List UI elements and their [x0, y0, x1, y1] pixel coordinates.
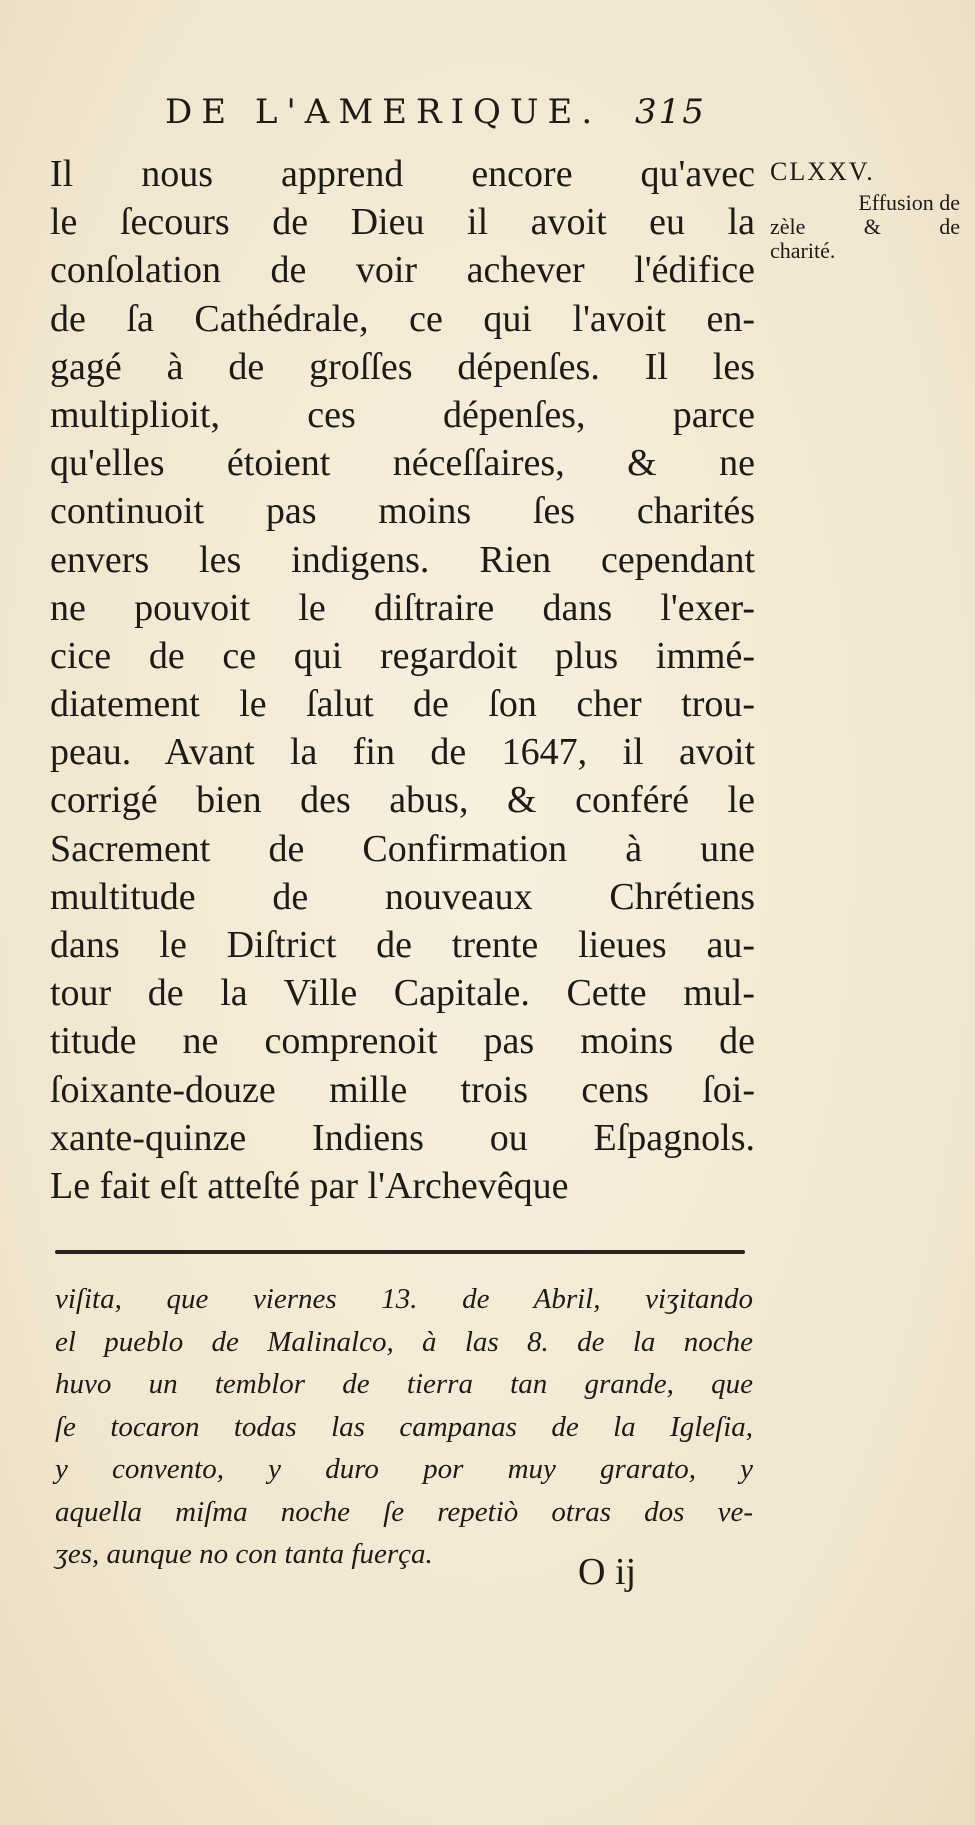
- margin-note: [770, 157, 970, 263]
- text-line: Le fait eſt atteſté par l'Archevêque: [50, 1164, 569, 1207]
- margin-note-line: Effusion de: [858, 190, 960, 215]
- footnote-line: el pueblo de Malinalco, à las 8. de la noche: [55, 1325, 753, 1358]
- footnote-line: ſe tocaron todas las campanas de la Igleſia,: [55, 1410, 753, 1443]
- footnote-line: huvo un temblor de tierra tan grande, que: [55, 1368, 753, 1400]
- text-line: continuoit pas moins ſes charités: [50, 490, 755, 533]
- text-line: conſolation de voir achever l'édifice: [50, 249, 755, 292]
- footnote-line: ʒes, aunque no con tanta fuerça.: [55, 1538, 433, 1570]
- text-line: dans le Diſtrict de trente lieues au-: [50, 924, 755, 966]
- margin-note-line: zèle & de: [770, 214, 960, 239]
- footnote: [55, 1278, 753, 1576]
- text-line: envers les indigens. Rien cependant: [50, 538, 755, 581]
- footnote-rule: [55, 1250, 745, 1254]
- text-line: Il nous apprend encore qu'avec: [50, 153, 755, 195]
- footnote-line: y convento, y duro por muy grarato, y: [55, 1453, 753, 1485]
- text-line: titude ne comprenoit pas moins de: [50, 1020, 755, 1063]
- text-line: gagé à de groſſes dépenſes. Il les: [50, 345, 755, 388]
- text-line: cice de ce qui regardoit plus immé-: [50, 634, 755, 677]
- footnote-line: aquella miſma noche ſe repetiò otras dos ve-: [55, 1495, 753, 1528]
- text-line: ſoixante-douze mille trois cens ſoi-: [50, 1068, 755, 1111]
- signature-mark: O ij: [578, 1551, 637, 1593]
- body-text: [50, 150, 755, 1210]
- margin-note-number: CLXXV.: [770, 157, 875, 186]
- text-line: Sacrement de Confirmation à une: [50, 827, 755, 870]
- text-line: de ſa Cathédrale, ce qui l'avoit en-: [50, 297, 755, 340]
- text-line: multiplioit, ces dépenſes, parce: [50, 393, 755, 436]
- footnote-line: viſita, que viernes 13. de Abril, viʒitando: [55, 1283, 753, 1315]
- text-line: tour de la Ville Capitale. Cette mul-: [50, 972, 755, 1015]
- text-line: ne pouvoit le diſtraire dans l'exer-: [50, 586, 755, 629]
- text-line: peau. Avant la fin de 1647, il avoit: [50, 731, 755, 774]
- text-line: diatement le ſalut de ſon cher trou-: [50, 683, 755, 726]
- text-line: multitude de nouveaux Chrétiens: [50, 875, 755, 918]
- running-head-title: DE L'AMERIQUE.: [165, 92, 602, 132]
- page-number: 315: [635, 92, 706, 132]
- text-line: qu'elles étoient néceſſaires, & ne: [50, 442, 755, 485]
- text-line: le ſecours de Dieu il avoit eu la: [50, 201, 755, 244]
- margin-note-line: charité.: [770, 238, 836, 263]
- running-head: [165, 92, 745, 132]
- text-line: xante-quinze Indiens ou Eſpagnols.: [50, 1116, 755, 1159]
- text-line: corrigé bien des abus, & conféré le: [50, 779, 755, 822]
